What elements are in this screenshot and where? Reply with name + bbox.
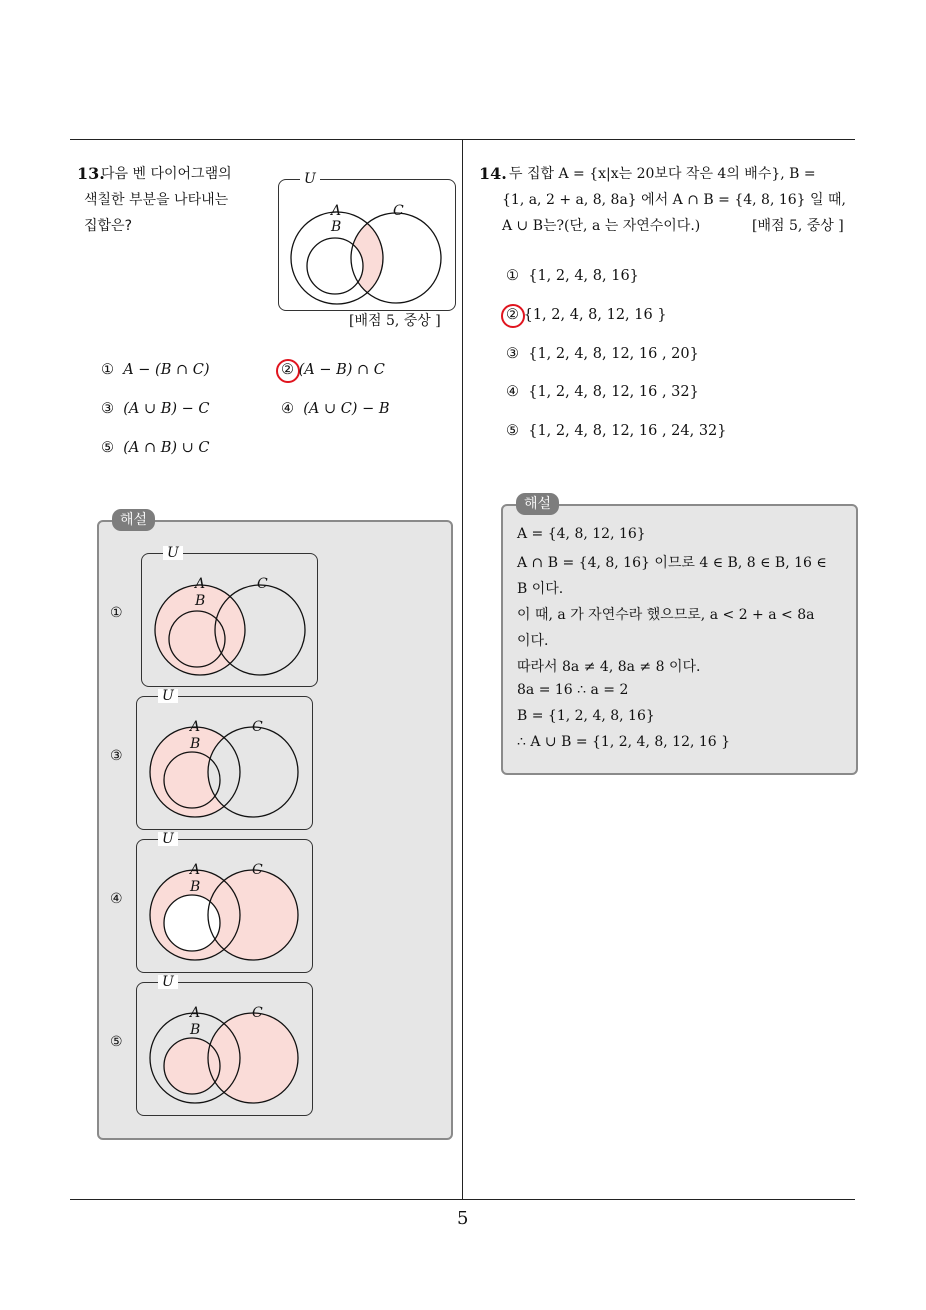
q13-solution-tag: 해설 <box>112 509 155 531</box>
q13-sol-row4-u: U <box>158 975 178 989</box>
q13-option-3[interactable]: ③ (A ∪ B) − C <box>101 401 210 417</box>
q13-number: 13. <box>77 164 105 183</box>
q14-sol-line-7: 8a = 16 ∴ a = 2 <box>517 682 629 698</box>
q13-venn-diagram <box>278 179 458 311</box>
q14-option-5[interactable]: ⑤ {1, 2, 4, 8, 12, 16 , 24, 32} <box>506 423 727 439</box>
q13-sol-row1-num: ① <box>110 605 123 621</box>
q14-sol-line-4: 이 때, a 가 자연수라 했으므로, a < 2 + a < 8a <box>517 607 815 623</box>
q14-sol-line-6: 따라서 8a ≠ 4, 8a ≠ 8 이다. <box>517 659 701 675</box>
q14-text-line2: {1, a, 2 + a, 8, 8a} 에서 A ∩ B = {4, 8, 16} 일 때, <box>502 192 846 208</box>
q14-sol-line-1: A = {4, 8, 12, 16} <box>517 526 646 542</box>
q13-sol-row1-a: A <box>195 576 206 592</box>
q13-sol-row3-u: U <box>158 832 178 846</box>
q13-sol-row2-u: U <box>158 689 178 703</box>
q14-text-line1: 두 집합 A = {x|x는 20보다 작은 4의 배수}, B = <box>509 166 816 182</box>
column-divider <box>462 139 463 1200</box>
q13-sol-row1-venn <box>141 553 319 687</box>
q13-sol-row4-num: ⑤ <box>110 1034 123 1050</box>
q14-text-line3: A ∪ B는?(단, a 는 자연수이다.) <box>502 218 701 234</box>
q13-sol-row2-a: A <box>190 719 201 735</box>
q14-sol-line-2: A ∩ B = {4, 8, 16} 이므로 4 ∈ B, 8 ∈ B, 16 ∈ <box>517 555 827 571</box>
q14-sol-line-8: B = {1, 2, 4, 8, 16} <box>517 708 655 724</box>
q13-sol-row3-num: ④ <box>110 891 123 907</box>
q13-sol-row1-c: C <box>257 576 268 592</box>
q14-sol-line-9: ∴ A ∪ B = {1, 2, 4, 8, 12, 16 } <box>517 734 731 750</box>
q13-sol-row3-a: A <box>190 862 201 878</box>
q13-venn-label-u: U <box>300 172 320 186</box>
q13-option-2[interactable]: ② (A − B) ∩ C <box>281 362 385 378</box>
q14-sol-line-5: 이다. <box>517 633 549 649</box>
q13-venn-label-c: C <box>393 203 404 219</box>
q13-sol-row2-venn <box>136 696 314 830</box>
q14-option-2[interactable]: ② {1, 2, 4, 8, 12, 16 } <box>506 307 667 323</box>
q13-option-1[interactable]: ① A − (B ∩ C) <box>101 362 210 378</box>
page-number: 5 <box>457 1208 469 1229</box>
q13-sol-row4-c: C <box>252 1005 263 1021</box>
q13-sol-row4-b: B <box>190 1022 201 1038</box>
q14-option-1[interactable]: ① {1, 2, 4, 8, 16} <box>506 268 639 284</box>
q13-sol-row4-venn <box>136 982 314 1116</box>
q13-sol-row2-num: ③ <box>110 748 123 764</box>
q13-text-line3: 집합은? <box>84 218 133 234</box>
q14-solution-tag: 해설 <box>516 493 559 515</box>
q14-score: [배점 5, 중상 ] <box>752 218 844 234</box>
q14-solution-box <box>501 504 858 775</box>
q14-sol-line-3: B 이다. <box>517 581 564 597</box>
q13-option-5[interactable]: ⑤ (A ∩ B) ∪ C <box>101 440 210 456</box>
q13-sol-row4-a: A <box>190 1005 201 1021</box>
q13-score: [배점 5, 중상 ] <box>349 313 441 329</box>
q13-text-line1: 다음 벤 다이어그램의 <box>101 166 232 182</box>
q14-option-3[interactable]: ③ {1, 2, 4, 8, 12, 16 , 20} <box>506 346 699 362</box>
q13-sol-row3-c: C <box>252 862 263 878</box>
q13-option-4[interactable]: ④ (A ∪ C) − B <box>281 401 390 417</box>
q13-sol-row1-u: U <box>163 546 183 560</box>
q13-sol-row1-b: B <box>195 593 206 609</box>
q14-option-4[interactable]: ④ {1, 2, 4, 8, 12, 16 , 32} <box>506 384 699 400</box>
q14-number: 14. <box>479 164 507 183</box>
q13-sol-row3-b: B <box>190 879 201 895</box>
q13-sol-row2-b: B <box>190 736 201 752</box>
q13-sol-row3-venn <box>136 839 314 973</box>
q13-venn-label-b: B <box>331 219 342 235</box>
q13-text-line2: 색칠한 부분을 나타내는 <box>84 192 229 208</box>
q13-sol-row2-c: C <box>252 719 263 735</box>
q13-venn-label-a: A <box>331 203 342 219</box>
